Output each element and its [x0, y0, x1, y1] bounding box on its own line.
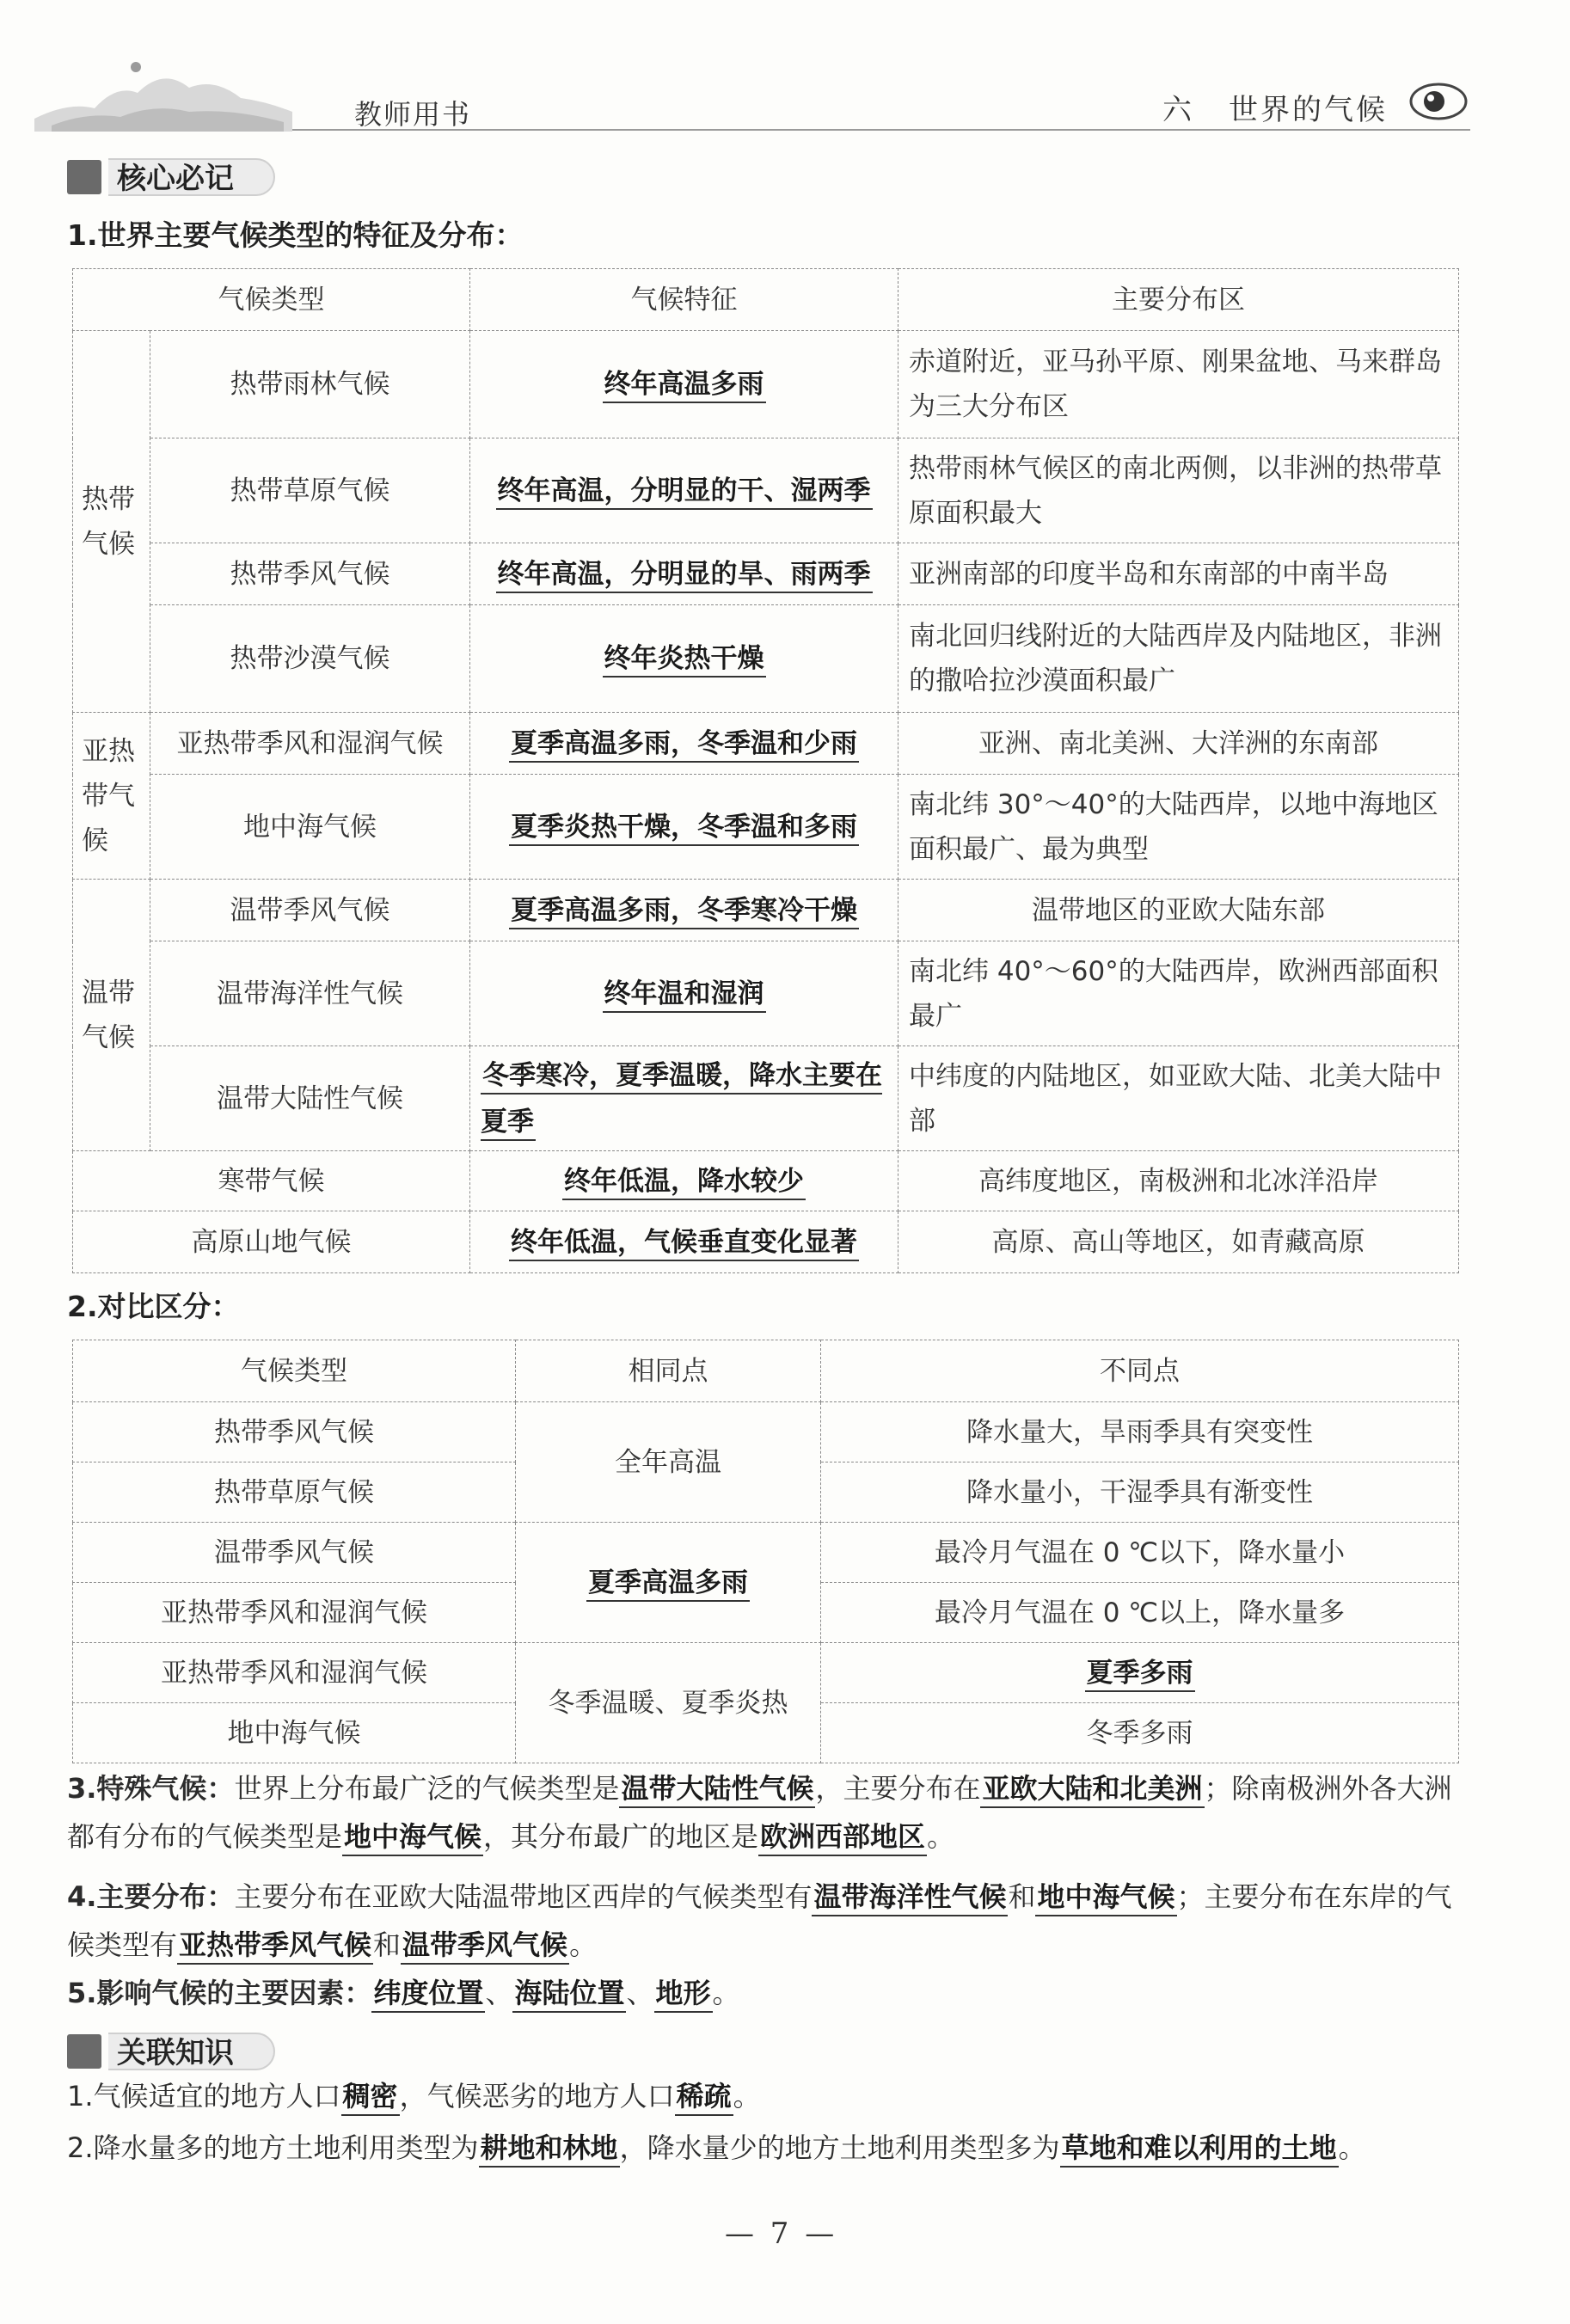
table-row	[73, 331, 1459, 438]
para-title: 3.特殊气候：	[67, 1772, 235, 1805]
answer-text: 稠密	[341, 2080, 400, 2116]
answer-text: 温带季风气候	[401, 1928, 569, 1965]
climate-type-cell: 地中海气候	[150, 775, 470, 880]
table-row	[73, 1046, 1459, 1151]
table-row	[73, 1151, 1459, 1211]
area-cell: 亚洲、南北美洲、大洋洲的东南部	[898, 713, 1459, 775]
climate-type-cell: 热带季风气候	[73, 1402, 516, 1462]
para-text: 、	[485, 1977, 513, 2009]
climate-type-cell: 热带草原气候	[150, 438, 470, 543]
same-cell: 全年高温	[516, 1402, 821, 1523]
para-text: 世界上分布最广泛的气候类型是	[234, 1772, 620, 1805]
climate-type-cell: 地中海气候	[73, 1703, 516, 1763]
area-cell: 中纬度的内陆地区，如亚欧大陆、北美大陆中部	[898, 1046, 1459, 1151]
table-header-row	[73, 1340, 1459, 1402]
area-cell: 南北纬 30°～40°的大陆西岸，以地中海地区面积最广、最为典型	[898, 775, 1459, 880]
area-cell: 南北回归线附近的大陆西岸及内陆地区，非洲的撒哈拉沙漠面积最广	[898, 605, 1459, 713]
answer-text: 终年温和湿润	[603, 978, 766, 1013]
group-tropical: 热带气候	[73, 331, 150, 713]
group-temperate: 温带气候	[73, 880, 150, 1151]
feature-cell	[470, 1046, 898, 1151]
answer-text: 终年高温，分明显的干、湿两季	[496, 475, 873, 510]
feature-cell	[470, 331, 898, 438]
feature-cell	[470, 713, 898, 775]
chapter-title	[1162, 86, 1388, 128]
para-text: 和	[1008, 1880, 1036, 1913]
table-row	[73, 941, 1459, 1046]
answer-text: 海陆位置	[512, 1977, 626, 2013]
section-core-label: 核心必记	[108, 158, 275, 196]
feature-cell	[470, 775, 898, 880]
table-row	[73, 1643, 1459, 1703]
para-title: 5.影响气候的主要因素：	[67, 1977, 372, 2009]
answer-text: 夏季多雨	[1085, 1658, 1195, 1692]
climate-type-cell: 温带季风气候	[150, 880, 470, 941]
answer-text: 地中海气候	[342, 1820, 483, 1856]
para-title: 4.主要分布：	[67, 1880, 235, 1913]
area-cell: 高原、高山等地区，如青藏高原	[898, 1211, 1459, 1273]
col-header-feature: 气候特征	[470, 269, 898, 331]
diff-cell: 冬季多雨	[821, 1703, 1459, 1763]
section-related-label: 关联知识	[108, 2033, 275, 2070]
climate-type-cell: 温带季风气候	[73, 1523, 516, 1583]
climate-type-cell: 高原山地气候	[73, 1211, 470, 1273]
climate-type-cell: 热带草原气候	[73, 1462, 516, 1523]
para-text: 。	[1338, 2131, 1366, 2164]
table-row	[73, 1211, 1459, 1273]
para-text: 和	[373, 1928, 402, 1961]
area-cell: 高纬度地区，南极洲和北冰洋沿岸	[898, 1151, 1459, 1211]
feature-cell	[470, 543, 898, 605]
diff-cell: 最冷月气温在 0 ℃以下，降水量小	[821, 1523, 1459, 1583]
answer-text: 夏季高温多雨	[586, 1567, 750, 1602]
section-core-tag	[67, 156, 275, 198]
related-item-1	[67, 2072, 1460, 2120]
answer-text: 欧洲西部地区	[758, 1820, 927, 1856]
diff-cell	[821, 1643, 1459, 1703]
climate-type-cell: 寒带气候	[73, 1151, 470, 1211]
answer-text: 耕地和林地	[479, 2131, 620, 2168]
feature-cell	[470, 1211, 898, 1273]
para-text: ，主要分布在	[815, 1772, 981, 1805]
answer-text: 终年低温，降水较少	[562, 1166, 806, 1200]
answer-text: 亚欧大陆和北美洲	[980, 1772, 1204, 1808]
mountain-landscape-icon	[34, 58, 292, 132]
table-row	[73, 1402, 1459, 1462]
para-text: 。	[733, 2080, 761, 2112]
col-header-same: 相同点	[516, 1340, 821, 1402]
table-row	[73, 713, 1459, 775]
climate-type-cell: 温带海洋性气候	[150, 941, 470, 1046]
climate-types-table	[72, 268, 1459, 1273]
para-text: ，其分布最广的地区是	[483, 1820, 759, 1853]
para-text: ；除南极洲外各大洲都有分布的气候类型是	[67, 1772, 1452, 1853]
answer-text: 温带海洋性气候	[812, 1880, 1008, 1916]
page-number: — 7 —	[725, 2217, 838, 2251]
answer-text: 草地和难以利用的土地	[1060, 2131, 1339, 2168]
area-cell: 温带地区的亚欧大陆东部	[898, 880, 1459, 941]
diff-cell: 降水量小，干湿季具有渐变性	[821, 1462, 1459, 1523]
area-cell: 亚洲南部的印度半岛和东南部的中南半岛	[898, 543, 1459, 605]
area-cell: 赤道附近，亚马孙平原、刚果盆地、马来群岛为三大分布区	[898, 331, 1459, 438]
answer-text: 夏季高温多雨，冬季温和少雨	[509, 728, 859, 763]
diff-cell: 最冷月气温在 0 ℃以上，降水量多	[821, 1583, 1459, 1643]
heading-comparison: 2.对比区分：	[67, 1290, 240, 1323]
section-related-tag	[67, 2031, 275, 2072]
related-item-2	[67, 2124, 1460, 2172]
area-cell: 热带雨林气候区的南北两侧，以非洲的热带草原面积最大	[898, 438, 1459, 543]
para-text: 、	[626, 1977, 654, 2009]
climate-type-cell: 亚热带季风和湿润气候	[73, 1643, 516, 1703]
answer-text: 冬季寒冷，夏季温暖，降水主要在夏季	[481, 1060, 882, 1141]
table-row	[73, 1523, 1459, 1583]
diff-cell: 降水量大，旱雨季具有突变性	[821, 1402, 1459, 1462]
feature-cell	[470, 1151, 898, 1211]
book-type-label: 教师用书	[354, 98, 472, 131]
feature-cell	[470, 880, 898, 941]
answer-text: 地中海气候	[1035, 1880, 1176, 1916]
comparison-table	[72, 1340, 1459, 1763]
answer-text: 地形	[654, 1977, 713, 2013]
feature-cell	[470, 941, 898, 1046]
climate-type-cell: 热带季风气候	[150, 543, 470, 605]
table-row	[73, 605, 1459, 713]
col-header-area: 主要分布区	[898, 269, 1459, 331]
climate-type-cell: 温带大陆性气候	[150, 1046, 470, 1151]
answer-text: 温带大陆性气候	[619, 1772, 815, 1808]
group-subtropical: 亚热带气候	[73, 713, 150, 880]
col-header-diff: 不同点	[821, 1340, 1459, 1402]
para-text: ，降水量少的地方土地利用类型多为	[619, 2131, 1060, 2164]
heading-climate-types: 1.世界主要气候类型的特征及分布：	[67, 218, 524, 252]
eye-logo-icon	[1408, 81, 1469, 122]
answer-text: 亚热带季风气候	[177, 1928, 373, 1965]
answer-text: 夏季炎热干燥，冬季温和多雨	[509, 812, 859, 846]
para-main-distribution	[67, 1873, 1460, 1969]
chapter-number: 六	[1162, 93, 1194, 127]
para-text: ；主要分布在东岸的气候类型有	[67, 1880, 1452, 1961]
answer-text: 终年高温多雨	[603, 369, 766, 403]
climate-type-cell: 热带雨林气候	[150, 331, 470, 438]
answer-text: 稀疏	[675, 2080, 733, 2116]
table-row	[73, 880, 1459, 941]
area-cell: 南北纬 40°～60°的大陆西岸，欧洲西部面积最广	[898, 941, 1459, 1046]
page-header	[0, 0, 1570, 138]
para-special-climate	[67, 1764, 1460, 1861]
header-rule	[292, 129, 1470, 131]
para-factors	[67, 1969, 1460, 2017]
chapter-name: 世界的气候	[1229, 93, 1388, 127]
answer-text: 终年低温，气候垂直变化显著	[509, 1227, 859, 1261]
para-text: 1.气候适宜的地方人口	[67, 2080, 341, 2112]
para-text: ，气候恶劣的地方人口	[399, 2080, 675, 2112]
table-header-row	[73, 269, 1459, 331]
para-text: 。	[927, 1820, 955, 1853]
answer-text: 夏季高温多雨，冬季寒冷干燥	[509, 895, 859, 929]
same-cell: 冬季温暖、夏季炎热	[516, 1643, 821, 1763]
climate-type-cell: 亚热带季风和湿润气候	[150, 713, 470, 775]
section-square-icon	[67, 2034, 101, 2069]
feature-cell	[470, 605, 898, 713]
table-row	[73, 438, 1459, 543]
section-square-icon	[67, 160, 101, 194]
answer-text: 终年炎热干燥	[603, 643, 766, 678]
para-text: 。	[569, 1928, 598, 1961]
para-text: 。	[712, 1977, 740, 2009]
para-text: 主要分布在亚欧大陆温带地区西岸的气候类型有	[234, 1880, 813, 1913]
table-row	[73, 775, 1459, 880]
climate-type-cell: 热带沙漠气候	[150, 605, 470, 713]
answer-text: 终年高温，分明显的旱、雨两季	[496, 559, 873, 593]
answer-text: 纬度位置	[371, 1977, 485, 2013]
col-header-type: 气候类型	[73, 269, 470, 331]
same-cell	[516, 1523, 821, 1643]
climate-type-cell: 亚热带季风和湿润气候	[73, 1583, 516, 1643]
para-text: 2.降水量多的地方土地利用类型为	[67, 2131, 479, 2164]
col-header-type: 气候类型	[73, 1340, 516, 1402]
table-row	[73, 543, 1459, 605]
feature-cell	[470, 438, 898, 543]
